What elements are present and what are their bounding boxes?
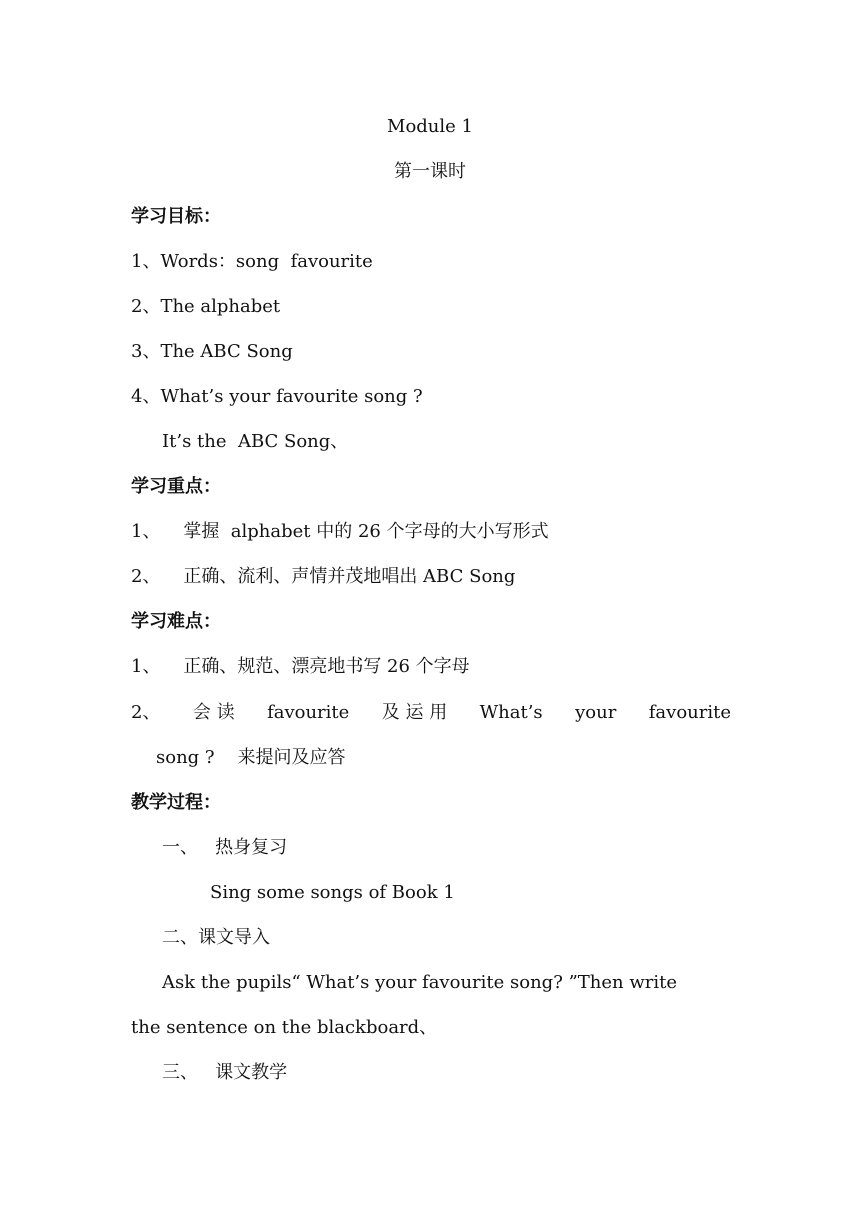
objectives-heading: 学习目标： xyxy=(131,206,221,227)
lesson-subtitle: 第一课时 xyxy=(394,161,466,182)
objective-item: 2、The alphabet xyxy=(131,296,281,317)
difficulty-item-justified xyxy=(131,702,731,724)
key-point-item: 1、 掌握 alphabet 中的 26 个字母的大小写形式 xyxy=(131,521,549,542)
document-title: Module 1 xyxy=(387,116,473,137)
difficulty-part: 及 运 用 xyxy=(381,702,448,723)
objective-item: 1、Words：song favourite xyxy=(131,251,373,272)
difficulty-part: What’s xyxy=(479,702,543,723)
difficulty-part: 2、 xyxy=(131,702,161,723)
difficulty-part: favourite xyxy=(648,702,731,723)
key-point-item: 2、 正确、流利、声情并茂地唱出 ABC Song xyxy=(131,566,516,587)
process-step: 三、 课文教学 xyxy=(162,1062,288,1083)
difficulty-part: 会 读 xyxy=(192,702,235,723)
process-step-detail: Ask the pupils“ What’s your favourite song? ”Then write xyxy=(162,972,677,993)
difficulty-part: your xyxy=(575,702,617,723)
difficulties-heading: 学习难点： xyxy=(131,611,221,632)
difficulty-item: 1、 正确、规范、漂亮地书写 26 个字母 xyxy=(131,656,470,677)
objective-item: 3、The ABC Song xyxy=(131,341,293,362)
objective-item: 4、What’s your favourite song ? xyxy=(131,386,423,407)
difficulty-item-continuation: song ? 来提问及应答 xyxy=(156,747,346,768)
key-points-heading: 学习重点： xyxy=(131,476,221,497)
objective-item-continuation: It’s the ABC Song、 xyxy=(162,431,349,452)
process-step: 一、 热身复习 xyxy=(162,837,288,858)
process-step: 二、课文导入 xyxy=(162,927,270,948)
process-heading: 教学过程： xyxy=(131,792,221,813)
process-step-detail: the sentence on the blackboard、 xyxy=(131,1017,438,1038)
process-step-detail: Sing some songs of Book 1 xyxy=(210,882,455,903)
difficulty-part: favourite xyxy=(267,702,350,723)
